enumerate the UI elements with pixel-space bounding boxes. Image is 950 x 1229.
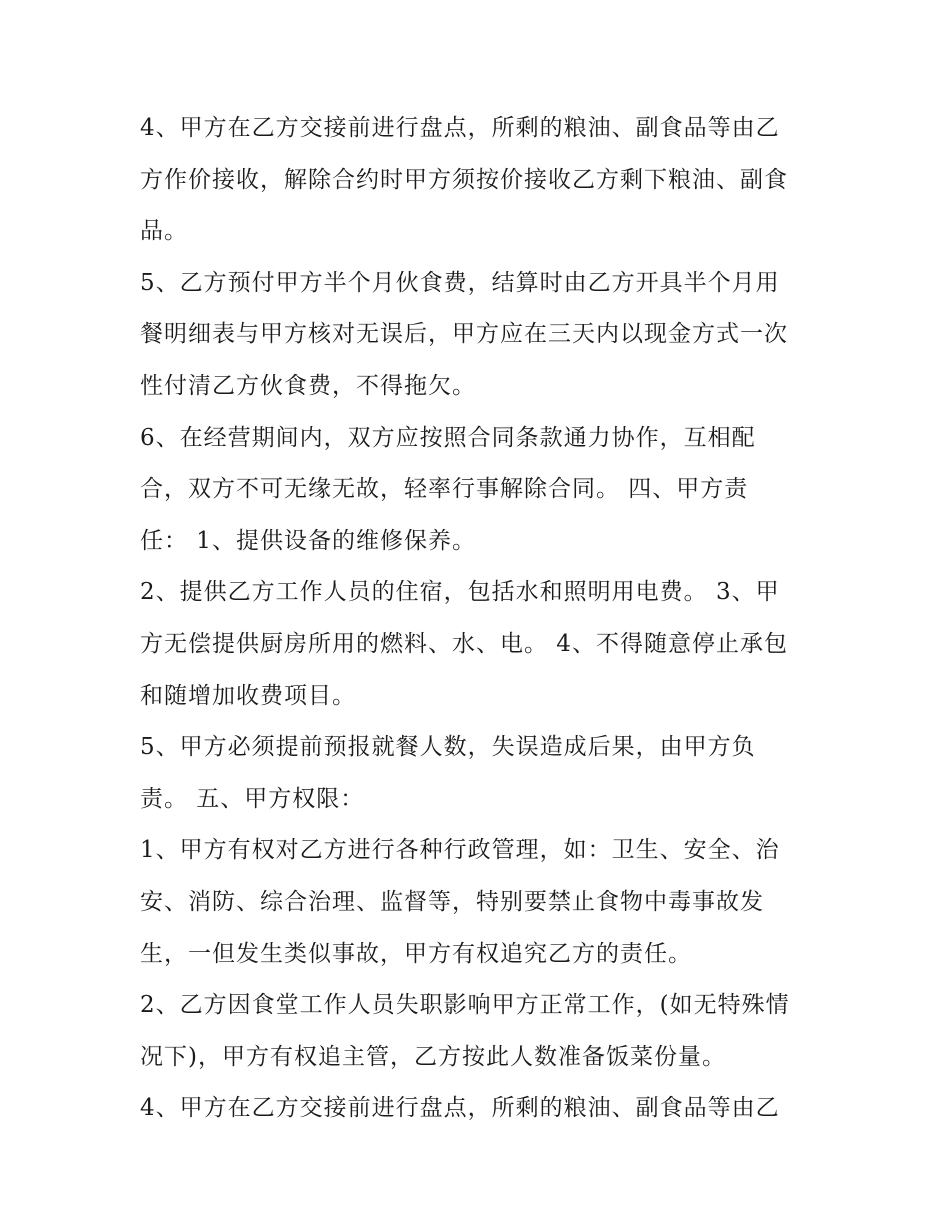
text-line: 餐明细表与甲方核对无误后，甲方应在三天内以现金方式一次: [140, 321, 788, 348]
text-line: 安、消防、综合治理、监督等，特别要禁止食物中毒事故发: [140, 888, 764, 915]
text-line: 和随增加收费项目。: [140, 682, 356, 709]
text-line: 合，双方不可无缘无故，轻率行事解除合同。 四、甲方责: [140, 476, 749, 503]
text-line: 方无偿提供厨房所用的燃料、水、电。 4、不得随意停止承包: [140, 630, 788, 657]
text-line: 2、提供乙方工作人员的住宿，包括水和照明用电费。 3、甲: [140, 579, 780, 606]
text-line: 任： 1、提供设备的维修保养。: [140, 527, 476, 554]
text-line: 5、甲方必须提前预报就餐人数，失误造成后果，由甲方负: [140, 734, 756, 761]
text-line: 5、乙方预付甲方半个月伙食费，结算时由乙方开具半个月用: [140, 269, 780, 296]
text-line: 4、甲方在乙方交接前进行盘点，所剩的粮油、副食品等由乙: [140, 115, 780, 141]
document-body: [140, 103, 830, 1135]
text-line: 2、乙方因食堂工作人员失职影响甲方正常工作，(如无特殊情: [140, 992, 790, 1019]
text-line: 6、在经营期间内，双方应按照合同条款通力协作，互相配: [140, 424, 756, 451]
text-line: 方作价接收，解除合约时甲方须按价接收乙方剩下粮油、副食: [140, 166, 788, 193]
text-line: 品。: [140, 218, 188, 245]
text-line: 1、甲方有权对乙方进行各种行政管理，如：卫生、安全、治: [140, 837, 780, 864]
text-line: 性付清乙方伙食费，不得拖欠。: [140, 372, 476, 399]
text-line: 4、甲方在乙方交接前进行盘点，所剩的粮油、副食品等由乙: [140, 1095, 780, 1122]
text-line: 况下)，甲方有权追主管，乙方按此人数准备饭菜份量。: [140, 1043, 726, 1070]
text-line: 责。 五、甲方权限：: [140, 785, 365, 812]
text-line: 生，一但发生类似事故，甲方有权追究乙方的责任。: [140, 940, 692, 967]
